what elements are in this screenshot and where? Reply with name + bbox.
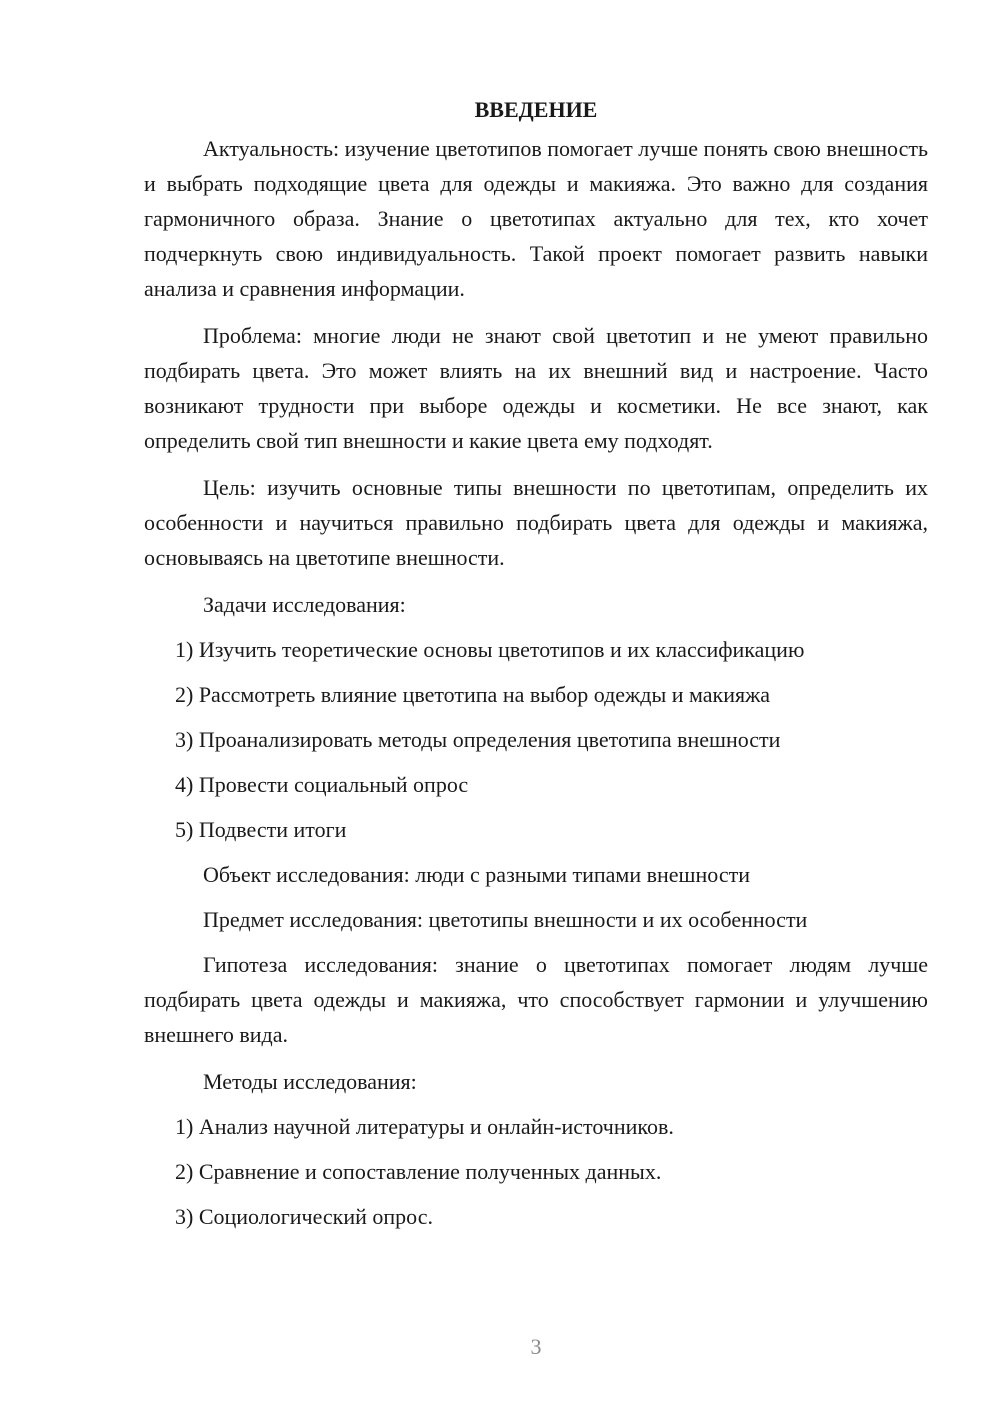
method-item-3: 3) Социологический опрос. (175, 1204, 433, 1229)
research-object: Объект исследования: люди с разными типами внешности (203, 862, 750, 887)
methods-heading: Методы исследования: (203, 1069, 417, 1094)
tasks-heading: Задачи исследования: (203, 592, 406, 617)
document-page (144, 92, 928, 1244)
task-item-5: 5) Подвести итоги (175, 817, 347, 842)
page-title: ВВЕДЕНИЕ (474, 97, 598, 122)
hypothesis-paragraph: Гипотеза исследования: знание о цветотипах помогает людям лучше подбирать цвета одежды и макияжа, что способствует гармонии и улучшению внешнего вида. (144, 952, 928, 1047)
goal-paragraph: Цель: изучить основные типы внешности по цветотипам, определить их особенности и научиться правильно подбирать цвета для одежды и макияжа, основываясь на цветотипе внешности. (144, 475, 928, 570)
task-item-4: 4) Провести социальный опрос (175, 772, 469, 797)
problem-paragraph: Проблема: многие люди не знают свой цветотип и не умеют правильно подбирать цвета. Это может влиять на их внешний вид и настроение. Часто возникают трудности при выборе одежды и косметики. Не все знают, как определить свой тип внешности и какие цвета ему подходят. (144, 323, 928, 453)
task-item-3: 3) Проанализировать методы определения цветотипа внешности (175, 727, 781, 752)
method-item-1: 1) Анализ научной литературы и онлайн-источников. (175, 1114, 674, 1139)
relevance-paragraph: Актуальность: изучение цветотипов помогает лучше понять свою внешность и выбрать подходящие цвета для одежды и макияжа. Это важно для создания гармоничного образа. Знание о цветотипах актуально для тех, кто хочет подчеркнуть свою индивидуальность. Такой проект помогает развить навыки анализа и сравнения информации. (144, 136, 928, 301)
task-item-1: 1) Изучить теоретические основы цветотипов и их классификацию (175, 637, 805, 662)
method-item-2: 2) Сравнение и сопоставление полученных данных. (175, 1159, 662, 1184)
page-number: 3 (530, 1334, 542, 1359)
task-item-2: 2) Рассмотреть влияние цветотипа на выбор одежды и макияжа (175, 682, 771, 707)
research-subject: Предмет исследования: цветотипы внешности и их особенности (203, 907, 808, 932)
